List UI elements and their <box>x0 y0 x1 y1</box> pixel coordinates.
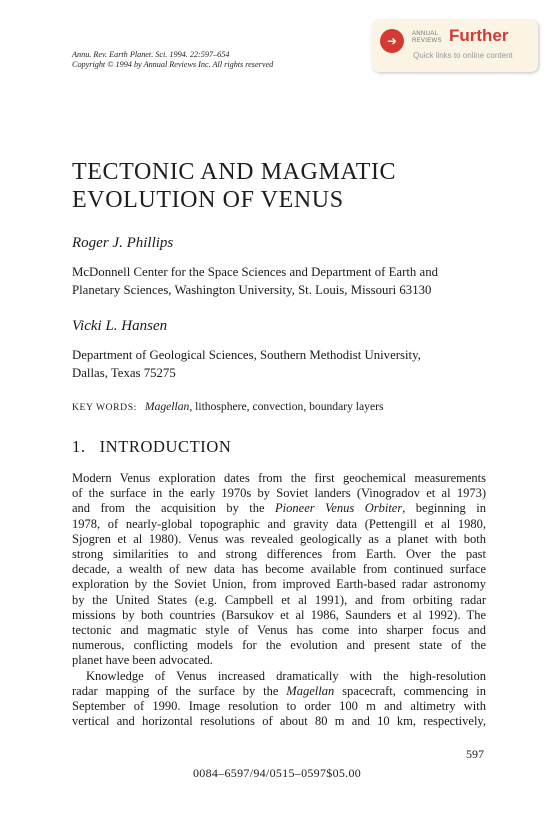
body-line: and from the acquisition by the Pioneer Venus Orbiter, beginning in <box>72 501 486 516</box>
affiliation-line: Planetary Sciences, Washington University, St. Louis, Missouri 63130 <box>72 283 432 297</box>
body-line: September of 1990. Image resolution to order 100 m and altimetry with <box>72 699 486 714</box>
keywords-label: KEY WORDS: <box>72 402 137 413</box>
body-line: tectonic and magmatic style of Venus has come into sharper focus and <box>72 623 486 638</box>
section-title: INTRODUCTION <box>99 437 232 456</box>
arrow-icon: ➜ <box>380 29 404 53</box>
page-number: 597 <box>466 747 484 761</box>
italic-pioneer-venus-orbiter: Pioneer Venus Orbiter <box>275 501 403 516</box>
title-line-1: TECTONIC AND MAGMATIC <box>72 159 397 185</box>
annual-reviews-logo <box>412 31 442 44</box>
body-line: vertical and horizontal resolutions of about 80 m and 10 km, respectively, <box>72 714 486 729</box>
author-name-1: Roger J. Phillips <box>72 235 174 251</box>
footer-code: 0084–6597/94/0515–0597$05.00 <box>193 766 362 780</box>
copyright-notice: Copyright © 1994 by Annual Reviews Inc. All rights reserved <box>72 60 274 69</box>
body-line: decade, a wealth of new data has become available from continued surface <box>72 562 486 577</box>
author-affiliation-1 <box>72 263 492 299</box>
body-line: numerous, conflicting models for the evolution and present state of the <box>72 638 486 653</box>
journal-citation: Annu. Rev. Earth Planet. Sci. 1994. 22:597–654 <box>72 50 230 59</box>
body-line: of the surface in the early 1970s by Soviet landers (Vinogradov et al 1973) <box>72 486 486 501</box>
keywords <box>72 400 383 413</box>
body-line: radar mapping of the surface by the Magellan spacecraft, commencing in <box>72 683 486 698</box>
section-number: 1. <box>72 437 86 456</box>
body-line: Modern Venus exploration dates from the first geochemical measurements <box>72 471 486 485</box>
keywords-rest: , lithosphere, convection, boundary layers <box>189 400 384 413</box>
body-line: exploration by the Soviet Union, from improved Earth-based radar astronomy <box>72 577 486 592</box>
body-line: by the United States (e.g. Campbell et al 1991), and from orbiting radar <box>72 592 486 607</box>
badge-subtitle: Quick links to online content <box>413 51 513 60</box>
italic-magellan: Magellan <box>286 683 335 698</box>
body-line: planet have been advocated. <box>72 653 213 668</box>
body-line: 1978, of nearly-global topographic and gravity data (Pettengill et al 1980, <box>72 516 486 531</box>
body-line: strong similarities to and strong differences from Earth. Over the past <box>72 547 486 562</box>
body-line: missions by both countries (Barsukov et al 1986, Saunders et al 1992). The <box>72 607 486 622</box>
article-title <box>72 158 396 214</box>
section-heading <box>72 437 231 457</box>
affiliation-line: Dallas, Texas 75275 <box>72 366 176 380</box>
further-badge[interactable] <box>372 20 538 72</box>
journal-header <box>72 50 273 70</box>
affiliation-line: Department of Geological Sciences, Southern Methodist University, <box>72 348 421 362</box>
badge-annual-text: ANNUAL <box>412 31 439 37</box>
body-text <box>72 471 486 729</box>
body-line: Sjogren et al 1980). Venus was revealed geologically as a planet with both <box>72 531 486 546</box>
body-line: Knowledge of Venus increased dramatically with the high-resolution <box>86 668 486 683</box>
title-line-2: EVOLUTION OF VENUS <box>72 187 344 213</box>
badge-further-text: Further <box>449 26 509 45</box>
badge-reviews-text: REVIEWS <box>412 37 442 44</box>
affiliation-line: McDonnell Center for the Space Sciences and Department of Earth and <box>72 265 438 279</box>
author-affiliation-2 <box>72 346 492 382</box>
keyword-magellan: Magellan <box>144 400 190 413</box>
author-name-2: Vicki L. Hansen <box>72 318 168 334</box>
